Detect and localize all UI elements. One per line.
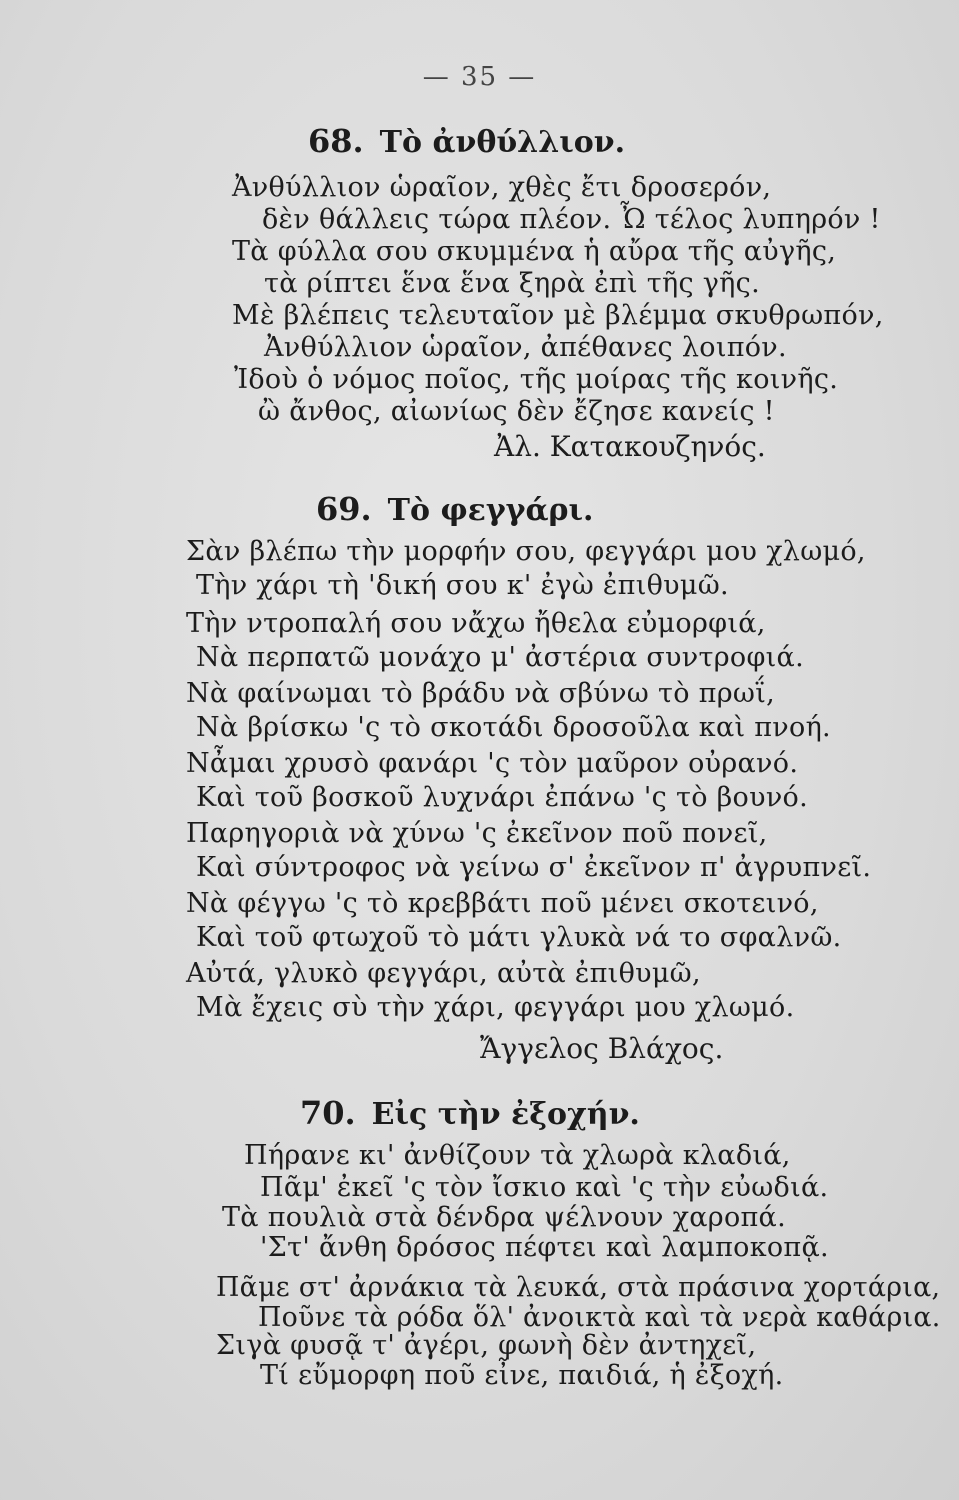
poem-68-line: τὰ ρίπτει ἕνα ἕνα ξηρὰ ἐπὶ τῆς γῆς. — [264, 268, 760, 299]
poem-70-heading — [300, 1094, 640, 1132]
poem-70-line: Τὰ πουλιὰ στὰ δένδρα ψέλνουν χαροπά. — [222, 1202, 786, 1233]
poem-68-line: Μὲ βλέπεις τελευταῖον μὲ βλέμμα σκυθρωπόν, — [232, 300, 884, 331]
poem-69-heading — [316, 490, 593, 528]
poem-70-line: Τί εὔμορφη ποῦ εἶνε, παιδιά, ἡ ἐξοχή. — [260, 1360, 784, 1391]
poem-69-line: Νὰ περπατῶ μονάχο μ' ἀστέρια συντροφιά. — [196, 642, 804, 673]
poem-70-line: Ποῦνε τὰ ρόδα ὅλ' ἀνοικτὰ καὶ τὰ νερὰ καθάρια. — [258, 1302, 941, 1333]
poem-69-line: Νὰ φέγγω 'ς τὸ κρεββάτι ποῦ μένει σκοτεινό, — [186, 888, 819, 919]
poem-69-line: Νἆμαι χρυσὸ φανάρι 'ς τὸν μαῦρον οὐρανό. — [186, 748, 799, 779]
poem-69-line: Τὴν χάρι τὴ 'δική σου κ' ἐγὼ ἐπιθυμῶ. — [196, 570, 729, 601]
poem-68-line: ὢ ἄνθος, αἰωνίως δὲν ἔζησε κανείς ! — [258, 396, 775, 427]
poem-70-line: Πήρανε κι' ἀνθίζουν τὰ χλωρὰ κλαδιά, — [244, 1140, 791, 1171]
poem-69-line: Νὰ βρίσκω 'ς τὸ σκοτάδι δροσοῦλα καὶ πνοή. — [196, 712, 831, 743]
poem-70-line: 'Στ' ἄνθη δρόσος πέφτει καὶ λαμποκοπᾷ. — [260, 1232, 829, 1263]
poem-68-author: Ἀλ. Κατακουζηνός. — [494, 430, 766, 463]
poem-69-line: Αὐτά, γλυκὸ φεγγάρι, αὐτὰ ἐπιθυμῶ, — [186, 958, 701, 989]
poem-70-line: Σιγὰ φυσᾷ τ' ἀγέρι, φωνὴ δὲν ἀντηχεῖ, — [216, 1330, 757, 1361]
poem-68-title: Τὸ ἀνθύλλιον. — [379, 125, 626, 160]
page-number: — 35 — — [422, 62, 537, 92]
poem-69-line: Καὶ τοῦ βοσκοῦ λυχνάρι ἐπάνω 'ς τὸ βουνό. — [196, 782, 808, 813]
poem-68-number: 68. — [308, 122, 364, 160]
poem-68-line: Ἀνθύλλιον ὡραῖον, ἀπέθανες λοιπόν. — [264, 332, 787, 363]
poem-69-line: Καὶ σύντροφος νὰ γείνω σ' ἐκεῖνον π' ἀγρυπνεῖ. — [196, 852, 872, 883]
poem-68-line: Ἀνθύλλιον ὡραῖον, χθὲς ἔτι δροσερόν, — [232, 172, 772, 203]
poem-68-heading — [308, 122, 625, 160]
poem-69-line: Μὰ ἔχεις σὺ τὴν χάρι, φεγγάρι μου χλωμό. — [196, 992, 795, 1023]
poem-70-line: Πᾶμε στ' ἀρνάκια τὰ λευκά, στὰ πράσινα χορτάρια, — [216, 1272, 941, 1303]
poem-68-line: Ἰδοὺ ὁ νόμος ποῖος, τῆς μοίρας τῆς κοινῆς. — [234, 364, 839, 395]
poem-70-number: 70. — [300, 1094, 356, 1132]
poem-69-author: Ἄγγελος Βλάχος. — [480, 1032, 724, 1065]
poem-69-line: Τὴν ντροπαλή σου νἄχω ἤθελα εὐμορφιά, — [186, 608, 766, 639]
poem-68-line: δὲν θάλλεις τώρα πλέον. Ὦ τέλος λυπηρόν ! — [262, 204, 881, 235]
poem-69-line: Νὰ φαίνωμαι τὸ βράδυ νὰ σβύνω τὸ πρωΐ, — [186, 678, 775, 709]
poem-69-line: Παρηγοριὰ νὰ χύνω 'ς ἐκεῖνον ποῦ πονεῖ, — [186, 818, 768, 849]
poem-69-line: Καὶ τοῦ φτωχοῦ τὸ μάτι γλυκὰ νά το σφαλνῶ. — [196, 922, 842, 953]
poem-69-line: Σὰν βλέπω τὴν μορφήν σου, φεγγάρι μου χλωμό, — [186, 536, 866, 567]
poem-69-number: 69. — [316, 490, 372, 528]
poem-70-title: Εἰς τὴν ἐξοχήν. — [371, 1097, 640, 1132]
poem-68-line: Τὰ φύλλα σου σκυμμένα ἡ αὔρα τῆς αὐγῆς, — [232, 236, 837, 267]
poem-70-line: Πᾶμ' ἐκεῖ 'ς τὸν ἴσκιο καὶ 'ς τὴν εὐωδιά. — [260, 1172, 829, 1203]
poem-69-title: Τὸ φεγγάρι. — [387, 493, 594, 528]
